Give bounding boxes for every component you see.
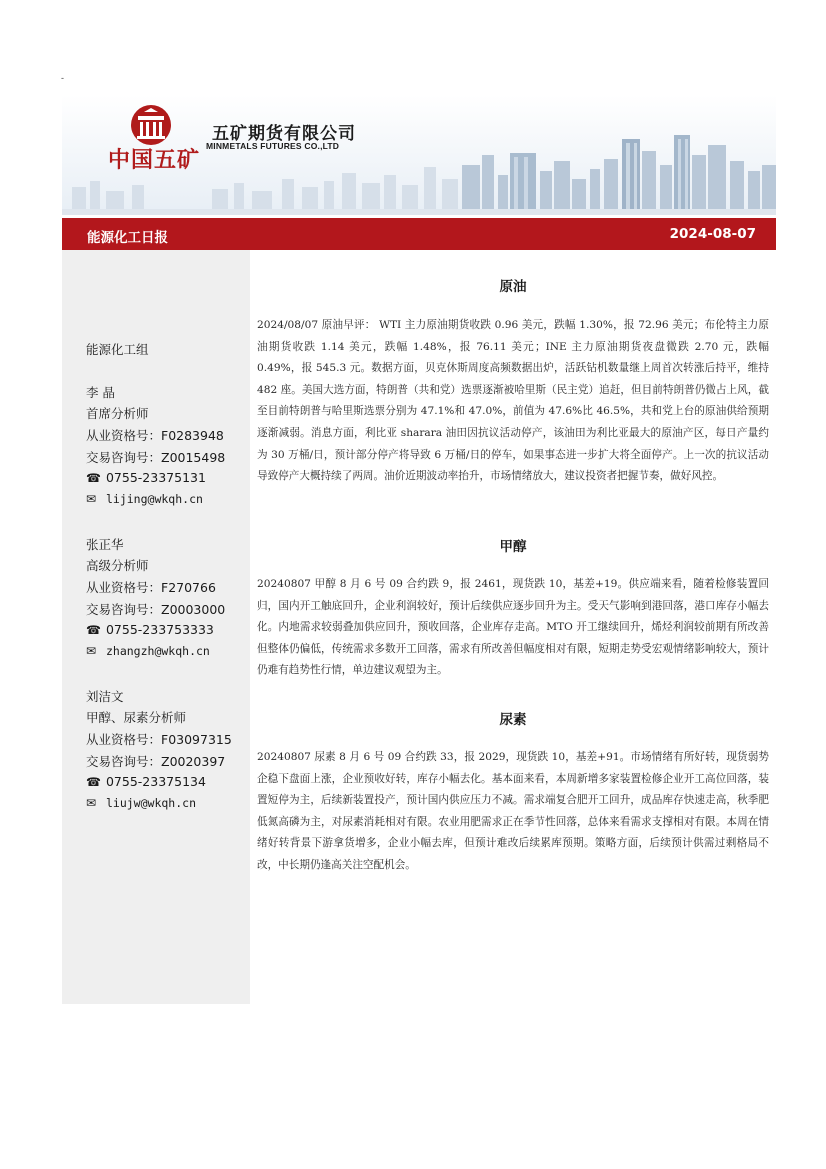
analyst-email xyxy=(86,643,210,658)
analyst-email xyxy=(86,795,196,810)
analyst-role: 高级分析师 xyxy=(86,558,149,573)
section-text-crude-oil: 2024/08/07 原油早评： WTI 主力原油期货收跌 0.96 美元，跌幅 1.30%，报 72.96 美元；布伦特主力原油期货收跌 1.14 美元，跌幅 1.48%，报 76.11 美元；INE 主力原油期货夜盘微跌 2.70 元，跌幅 0.49%，报 545.3 元。数据方面，贝克休斯周度高频数据出炉，活跃钻机数量继上周首次转涨后持平，维持 482 座。美国大选方面，特朗普（共和党）选票逐渐被哈里斯（民主党）追赶，但目前特朗普仍微占上风，截至目前特朗普与哈里斯选票分别为 47.1%和 47.0%，前值为 47.6%比 46.5%，共和党上台的原油供给预期逐渐减弱。消息方面，利比亚 sharara 油田因抗议活动停产，该油田为利比亚最大的原油产区，每日产量约为 30 万桶/日，预计部分停产将导致 6 万桶/日的停车，如果事态进一步扩大将全面停产。上一次的抗议活动导致停产大概持续了两周。油价近期波动率抬升，市场情绪放大，建议投资者把握节奏，做好风控。 xyxy=(257,319,769,483)
mail-icon: ✉ xyxy=(86,644,97,658)
report-title: 能源化工日报 xyxy=(87,230,168,246)
analyst-email xyxy=(86,491,203,506)
section-heading-crude-oil: 原油 xyxy=(499,279,527,295)
analyst-email-address[interactable]: lijing@wkqh.cn xyxy=(105,492,203,506)
analyst-qualification: 从业资格号：F270766 xyxy=(86,580,216,595)
report-title-bar xyxy=(62,218,776,250)
company-name-cn: 五矿期货有限公司 xyxy=(212,124,356,144)
mail-icon: ✉ xyxy=(86,796,97,810)
section-heading-methanol: 甲醇 xyxy=(499,539,527,555)
analyst-qualification: 从业资格号：F0283948 xyxy=(86,428,224,443)
phone-icon: ☎ xyxy=(86,623,101,637)
analyst-consult-number: 交易咨询号：Z0020397 xyxy=(86,754,226,769)
analyst-role: 首席分析师 xyxy=(86,406,149,421)
analyst-phone-number: 0755-23375131 xyxy=(105,470,206,485)
analyst-phone xyxy=(86,774,206,789)
analyst-email-address[interactable]: liujw@wkqh.cn xyxy=(105,796,196,810)
group-name: 能源化工组 xyxy=(86,342,149,357)
analyst-phone-number: 0755-233753333 xyxy=(105,622,214,637)
analyst-name: 李 晶 xyxy=(86,385,115,400)
logo-text: 中国五矿 xyxy=(108,148,201,173)
company-name-en: MINMETALS FUTURES CO.,LTD xyxy=(206,141,340,151)
section-text-methanol: 20240807 甲醇 8 月 6 号 09 合约跌 9，报 2461，现货跌 10，基差+19。供应端来看，随着检修装置回归，国内开工触底回升，企业利润较好，预计后续供应逐步回升为主。受天气影响到港回落，港口库存小幅去化。内地需求较弱叠加供应回升，预收回落，企业库存走高。MTO 开工继续回升，烯烃利润较前期有所改善但整体仍偏低，传统需求多数开工回落，需求有所改善但幅度相对有限，短期走势受宏观情绪影响较大，预计仍难有趋势性行情，单边建议观望为主。 xyxy=(257,578,769,677)
analyst-name: 张正华 xyxy=(86,537,124,552)
analyst-qualification: 从业资格号：F03097315 xyxy=(86,732,232,747)
analyst-role: 甲醇、尿素分析师 xyxy=(86,710,187,725)
analyst-phone xyxy=(86,470,206,485)
section-text-urea: 20240807 尿素 8 月 6 号 09 合约跌 33，报 2029，现货跌 10，基差+91。市场情绪有所好转，现货弱势企稳下盘面上涨，企业预收好转，库存小幅去化。基本面来看，本周新增多家装置检修企业开工高位回落，装置短停为主，后续新装置投产，预计国内供应压力不减。需求端复合肥开工回升，成品库存快速走高，秋季肥低氮高磷为主，对尿素消耗相对有限。农业用肥需求正在季节性回落，总体来看需求支撑相对有限。本周在情绪好转背景下游拿货增多，企业小幅去库，但预计难改后续累库预期。策略方面，后续预计供需过剩格局不改，中长期仍逢高关注空配机会。 xyxy=(257,751,769,871)
analyst-phone-number: 0755-23375134 xyxy=(105,774,206,789)
section-heading-urea: 尿素 xyxy=(499,712,527,728)
report-date: 2024-08-07 xyxy=(669,226,756,242)
china-minmetals-logo-icon xyxy=(128,102,174,148)
analyst-email-address[interactable]: zhangzh@wkqh.cn xyxy=(105,644,210,658)
mail-icon: ✉ xyxy=(86,492,97,506)
analyst-sidebar xyxy=(62,250,250,1004)
phone-icon: ☎ xyxy=(86,471,101,485)
analyst-consult-number: 交易咨询号：Z0003000 xyxy=(86,602,226,617)
page-mark: - xyxy=(61,73,64,83)
analyst-name: 刘洁文 xyxy=(86,689,124,704)
analyst-consult-number: 交易咨询号：Z0015498 xyxy=(86,450,226,465)
phone-icon: ☎ xyxy=(86,775,101,789)
analyst-phone xyxy=(86,622,214,637)
